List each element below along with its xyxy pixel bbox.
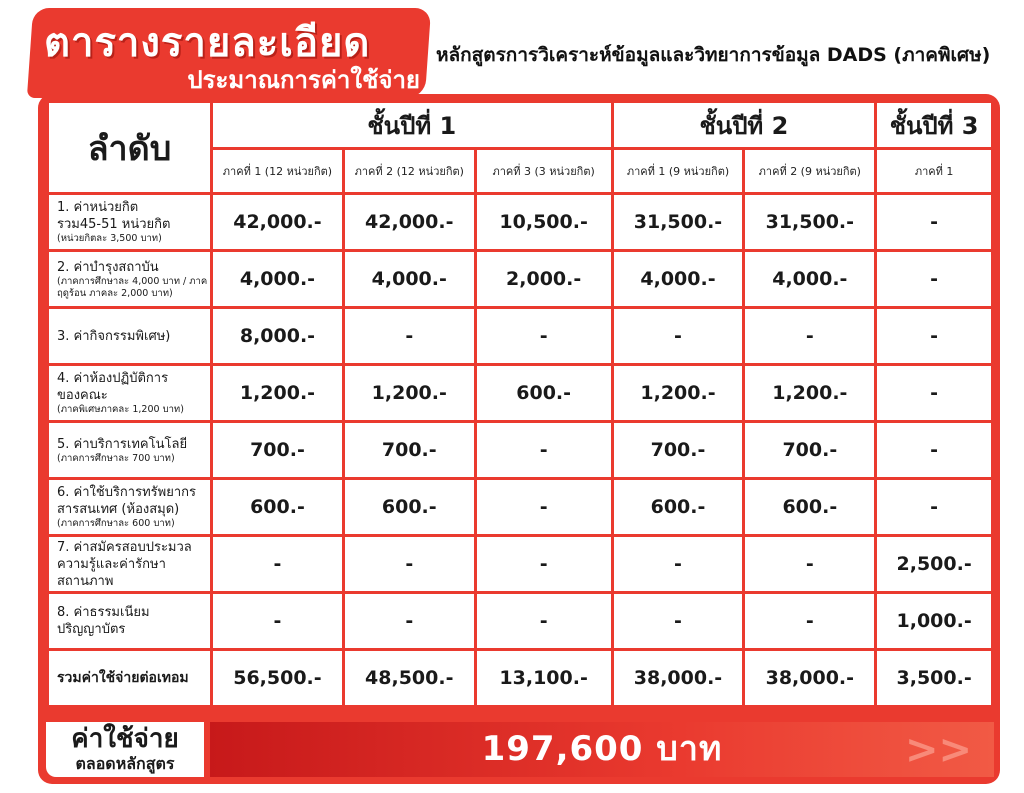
fee-cell: 1,000.- bbox=[877, 594, 991, 648]
fee-cell: - bbox=[614, 594, 743, 648]
fee-cell: 31,500.- bbox=[745, 195, 874, 249]
program-total-label-main: ค่าใช้จ่าย bbox=[71, 724, 179, 754]
fee-cell: 700.- bbox=[213, 423, 342, 477]
term-header: ภาคที่ 1 bbox=[877, 150, 991, 192]
term-header: ภาคที่ 2 (12 หน่วยกิต) bbox=[345, 150, 474, 192]
fee-cell: - bbox=[877, 252, 991, 306]
fee-cell: 1,200.- bbox=[614, 366, 743, 420]
fee-cell: 4,000.- bbox=[614, 252, 743, 306]
fee-label bbox=[49, 309, 210, 363]
fee-label bbox=[49, 423, 210, 477]
fee-cell: 4,000.- bbox=[745, 252, 874, 306]
fee-cell: 1,200.- bbox=[745, 366, 874, 420]
fee-cell: - bbox=[477, 537, 611, 591]
fee-title: 4. ค่าห้องปฏิบัติการ bbox=[57, 371, 169, 386]
total-cell: 38,000.- bbox=[614, 651, 743, 705]
fee-title-line2: ของคณะ bbox=[57, 388, 108, 403]
fee-cell: 42,000.- bbox=[213, 195, 342, 249]
fee-title: 8. ค่าธรรมเนียม bbox=[57, 605, 150, 620]
fee-cell: 600.- bbox=[477, 366, 611, 420]
fee-cell: 1,200.- bbox=[345, 366, 474, 420]
fee-row bbox=[49, 309, 991, 363]
fee-cell: - bbox=[345, 594, 474, 648]
fee-label bbox=[49, 537, 210, 591]
fee-row bbox=[49, 195, 991, 249]
fee-cell: 42,000.- bbox=[345, 195, 474, 249]
fee-cell: - bbox=[213, 537, 342, 591]
fee-row bbox=[49, 537, 991, 591]
year-2-header: ชั้นปีที่ 2 bbox=[614, 103, 875, 147]
fee-title: 2. ค่าบำรุงสถาบัน bbox=[57, 259, 159, 275]
fee-row bbox=[49, 423, 991, 477]
fee-cell: 31,500.- bbox=[614, 195, 743, 249]
fee-cell: - bbox=[213, 594, 342, 648]
total-row bbox=[49, 651, 991, 705]
fee-cell: - bbox=[477, 480, 611, 534]
fee-cell: - bbox=[745, 309, 874, 363]
fee-title: 6. ค่าใช้บริการทรัพยากร bbox=[57, 485, 196, 500]
fee-title: 5. ค่าบริการเทคโนโลยี bbox=[57, 436, 188, 452]
fee-label bbox=[49, 195, 210, 249]
fee-note: (หน่วยกิตละ 3,500 บาท) bbox=[57, 233, 162, 244]
fee-cell: - bbox=[345, 309, 474, 363]
fee-row bbox=[49, 252, 991, 306]
course-name: หลักสูตรการวิเคราะห์ข้อมูลและวิทยาการข้อมูล DADS (ภาคพิเศษ) bbox=[436, 44, 991, 66]
fee-cell: 700.- bbox=[345, 423, 474, 477]
fee-row bbox=[49, 366, 991, 420]
year-3-header: ชั้นปีที่ 3 bbox=[877, 103, 991, 147]
term-header: ภาคที่ 1 (9 หน่วยกิต) bbox=[614, 150, 743, 192]
total-cell: 56,500.- bbox=[213, 651, 342, 705]
page-title: ตารางรายละเอียด bbox=[44, 20, 371, 66]
fee-cell: 600.- bbox=[213, 480, 342, 534]
fee-cell: 2,000.- bbox=[477, 252, 611, 306]
total-cell: 48,500.- bbox=[345, 651, 474, 705]
grand-total: 197,600 บาท bbox=[210, 722, 994, 777]
order-header: ลำดับ bbox=[49, 103, 210, 192]
program-total-label-sub: ตลอดหลักสูตร bbox=[75, 754, 175, 773]
fee-title-line2: รวม45-51 หน่วยกิต bbox=[57, 217, 171, 232]
fee-title-line2: ปริญญาบัตร bbox=[57, 622, 126, 637]
fee-note: (ภาคการศึกษาละ 700 บาท) bbox=[57, 452, 175, 464]
chevron-right-icon: >> bbox=[905, 727, 973, 773]
fee-cell: - bbox=[745, 537, 874, 591]
fee-label bbox=[49, 366, 210, 420]
fee-cell: 600.- bbox=[745, 480, 874, 534]
fee-cell: - bbox=[877, 480, 991, 534]
fee-note: (ภาคการศึกษาละ 4,000 บาท / ภาคฤดูร้อน ภาคละ 2,000 บาท) bbox=[57, 275, 208, 299]
fee-title-line2: ความรู้และค่ารักษาสถานภาพ bbox=[57, 556, 166, 589]
fee-title-line2: สารสนเทศ (ห้องสมุด) bbox=[57, 502, 180, 517]
fee-row bbox=[49, 480, 991, 534]
fee-cell: - bbox=[477, 594, 611, 648]
total-cell: 13,100.- bbox=[477, 651, 611, 705]
fee-title: 7. ค่าสมัครสอบประมวล bbox=[57, 539, 192, 555]
fee-cell: 10,500.- bbox=[477, 195, 611, 249]
fee-note: (ภาคการศึกษาละ 600 บาท) bbox=[57, 518, 175, 529]
total-cell: 3,500.- bbox=[877, 651, 991, 705]
fee-note: (ภาคพิเศษภาคละ 1,200 บาท) bbox=[57, 404, 184, 415]
term-header: ภาคที่ 2 (9 หน่วยกิต) bbox=[745, 150, 874, 192]
total-cell: 38,000.- bbox=[745, 651, 874, 705]
fee-cell: - bbox=[477, 423, 611, 477]
term-header: ภาคที่ 3 (3 หน่วยกิต) bbox=[477, 150, 611, 192]
fee-cell: - bbox=[477, 309, 611, 363]
fee-title: 1. ค่าหน่วยกิต bbox=[57, 200, 139, 215]
fee-title: 3. ค่ากิจกรรมพิเศษ) bbox=[57, 328, 171, 344]
fee-cell: 600.- bbox=[345, 480, 474, 534]
fee-cell: 700.- bbox=[614, 423, 743, 477]
fee-cell: - bbox=[877, 309, 991, 363]
page-subtitle: ประมาณการค่าใช้จ่าย bbox=[187, 66, 420, 94]
fee-cell: - bbox=[745, 594, 874, 648]
fee-label bbox=[49, 252, 210, 306]
fee-label bbox=[49, 594, 210, 648]
fee-cell: 8,000.- bbox=[213, 309, 342, 363]
fee-cell: - bbox=[614, 537, 743, 591]
fee-table bbox=[46, 100, 994, 708]
fee-cell: 2,500.- bbox=[877, 537, 991, 591]
fee-cell: 600.- bbox=[614, 480, 743, 534]
fee-cell: 1,200.- bbox=[213, 366, 342, 420]
fee-cell: - bbox=[877, 195, 991, 249]
program-total-label bbox=[46, 722, 204, 777]
total-label: รวมค่าใช้จ่ายต่อเทอม bbox=[49, 651, 210, 705]
year-1-header: ชั้นปีที่ 1 bbox=[213, 103, 611, 147]
fee-cell: 4,000.- bbox=[345, 252, 474, 306]
fee-row bbox=[49, 594, 991, 648]
fee-cell: 700.- bbox=[745, 423, 874, 477]
fee-label bbox=[49, 480, 210, 534]
fee-cell: - bbox=[345, 537, 474, 591]
term-header: ภาคที่ 1 (12 หน่วยกิต) bbox=[213, 150, 342, 192]
fee-cell: - bbox=[614, 309, 743, 363]
fee-cell: - bbox=[877, 423, 991, 477]
fee-cell: 4,000.- bbox=[213, 252, 342, 306]
fee-cell: - bbox=[877, 366, 991, 420]
